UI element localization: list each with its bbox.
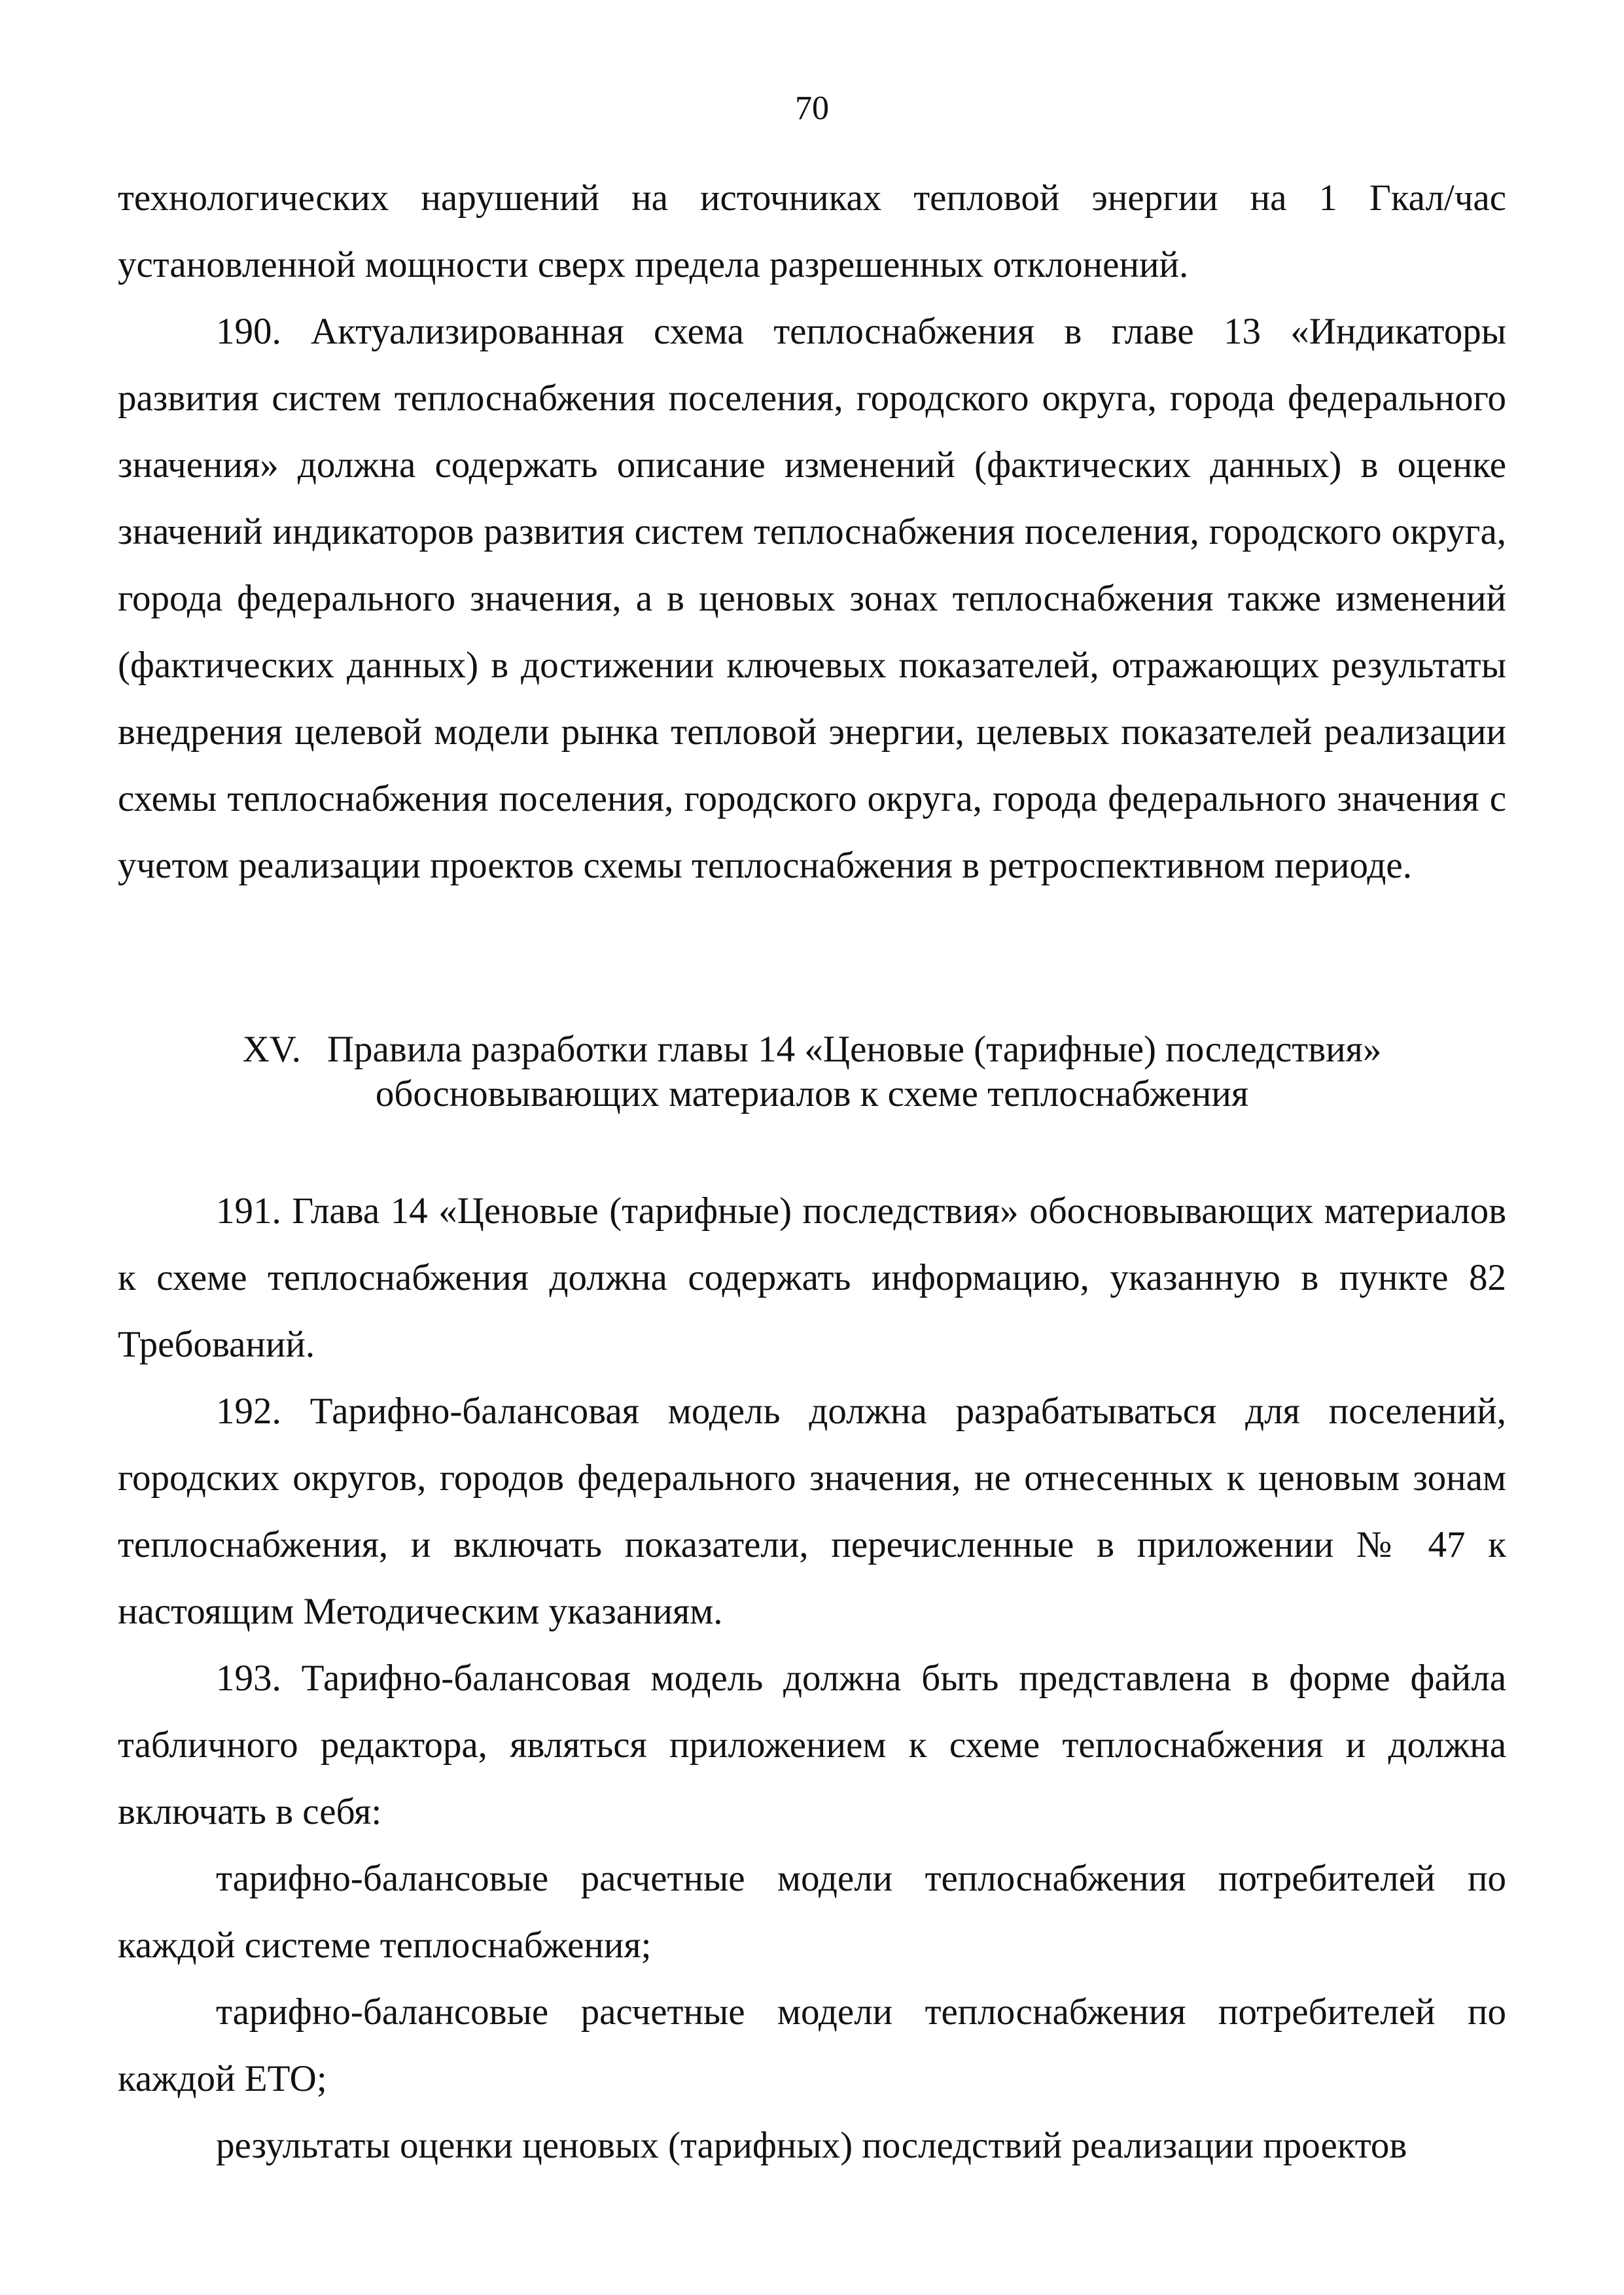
page-number: 70 bbox=[795, 90, 829, 127]
section-heading bbox=[118, 1027, 1506, 1116]
list-item-3: результаты оценки ценовых (тарифных) последствий реализации проектов bbox=[216, 2125, 1407, 2166]
section-numeral: XV. bbox=[242, 1029, 301, 1070]
section-heading-line-1 bbox=[118, 1027, 1506, 1072]
list-item-1: тарифно-балансовые расчетные модели теплоснабжения потребителей по каждой системе теплоснабжения; bbox=[118, 1858, 1506, 1966]
paragraph-193: 193. Тарифно-балансовая модель должна быть представлена в форме файла табличного редактора, являться приложением к схеме теплоснабжения и должна включать в себя: bbox=[118, 1658, 1506, 1832]
paragraph-190: 190. Актуализированная схема теплоснабжения в главе 13 «Индикаторы развития систем теплоснабжения поселения, городского округа, города федерального значения» должна содержать описание изменений (фактических данных) в оценке значений индикаторов развития систем теплоснабжения поселения, городского округа, города федерального значения, а в ценовых зонах теплоснабжения также изменений (фактических данных) в достижении ключевых показателей, отражающих результаты внедрения целевой модели рынка тепловой энергии, целевых показателей реализации схемы теплоснабжения поселения, городского округа, города федерального значения с учетом реализации проектов схемы теплоснабжения в ретроспективном периоде. bbox=[118, 311, 1506, 886]
text-block-bottom bbox=[118, 1178, 1506, 2179]
text-block-top bbox=[118, 165, 1506, 899]
paragraph-192: 192. Тарифно-балансовая модель должна разрабатываться для поселений, городских округов, городов федерального значения, не отнесенных к ценовым зонам теплоснабжения, и включать показатели, перечисленные в приложении № 47 к настоящим Методическим указаниям. bbox=[118, 1391, 1506, 1632]
list-item-2: тарифно-балансовые расчетные модели теплоснабжения потребителей по каждой ЕТО; bbox=[118, 1991, 1506, 2099]
section-title-line-2: обосновывающих материалов к схеме теплоснабжения bbox=[375, 1073, 1249, 1114]
paragraph-continuation: технологических нарушений на источниках тепловой энергии на 1 Гкал/час установленной мощности сверх предела разрешенных отклонений. bbox=[118, 177, 1506, 285]
section-title-line-1: Правила разработки главы 14 «Ценовые (тарифные) последствия» bbox=[327, 1029, 1382, 1070]
paragraph-191: 191. Глава 14 «Ценовые (тарифные) последствия» обосновывающих материалов к схеме теплоснабжения должна содержать информацию, указанную в пункте 82 Требований. bbox=[118, 1190, 1506, 1365]
